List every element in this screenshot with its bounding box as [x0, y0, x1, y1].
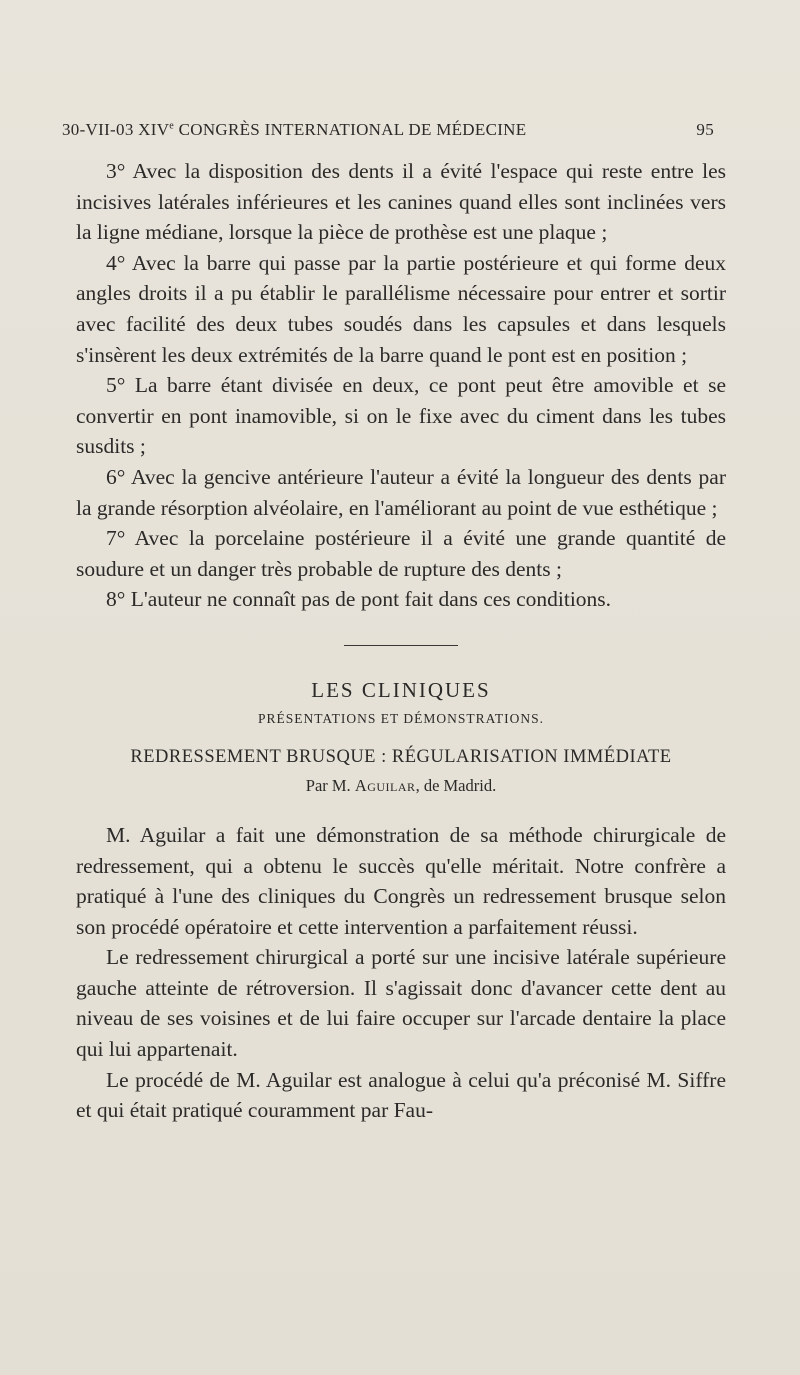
section-divider — [344, 645, 458, 646]
running-head-title: CONGRÈS INTERNATIONAL DE MÉDECINE — [178, 120, 527, 139]
list-paragraph-6: 6° Avec la gencive antérieure l'auteur a évité la longueur des dents par la grande résorption alvéolaire, en l'améliorant au point de vue esthétique ; — [76, 464, 726, 520]
running-head-left — [62, 120, 526, 140]
body-paragraph: Le redressement chirurgical a porté sur une incisive latérale supérieure gauche atteinte de rétroversion. Il s'agissait donc d'avancer cette dent au niveau de ses voisines et de lui faire occuper sur l'arcade dentaire la place qui lui appartenait. — [76, 945, 726, 1062]
section-subtitle: PRÉSENTATIONS ET DÉMONSTRATIONS. — [257, 710, 545, 726]
article-title: REDRESSEMENT BRUSQUE : RÉGULARISATION IMMÉDIATE — [130, 746, 672, 767]
running-head-date-volume: 30-VII-03 XIV — [62, 120, 170, 139]
section-title: LES CLINIQUES — [311, 677, 491, 702]
byline-suffix: , de Madrid. — [415, 775, 497, 795]
byline-prefix: Par M. — [305, 775, 351, 795]
page-number: 95 — [696, 120, 714, 139]
list-paragraph-5: 5° La barre étant divisée en deux, ce pont peut être amovible et se convertir en pont inamovible, si on le fixe avec du ciment dans les tubes susdits ; — [76, 373, 726, 459]
article-body — [76, 820, 726, 1126]
list-paragraph-3: 3° Avec la disposition des dents il a évité l'espace qui reste entre les incisives latérales inférieures et les canines quand elles sont inclinées vers la ligne médiane, lorsque la pièce de prothèse est une plaque ; — [76, 159, 726, 245]
list-paragraph-7: 7° Avec la porcelaine postérieure il a évité une grande quantité de soudure et un danger très probable de rupture des dents ; — [76, 526, 726, 581]
running-head-superscript: e — [169, 120, 175, 132]
article-byline — [76, 774, 726, 798]
list-paragraph-4: 4° Avec la barre qui passe par la partie postérieure et qui forme deux angles droits il a pu établir le parallélisme nécessaire pour entrer et sortir avec facilité des deux tubes soudés dans les capsules et dans lesquels s'insèrent les deux extrémités de la barre quand le pont est en position ; — [76, 250, 726, 367]
body-paragraph: Le procédé de M. Aguilar est analogue à celui qu'a préconisé M. Siffre et qui était pratiqué couramment par Fau- — [76, 1067, 726, 1123]
page-content — [76, 156, 726, 1126]
body-paragraph: M. Aguilar a fait une démonstration de sa méthode chirurgicale de redressement, qui a obtenu le succès qu'elle méritait. Notre confrère a pratiqué à l'une des cliniques du Congrès un redressement brusque selon son procédé opératoire et cette intervention a parfaitement réussi. — [76, 822, 726, 939]
list-paragraph-8: 8° L'auteur ne connaît pas de pont fait dans ces conditions. — [106, 587, 612, 612]
running-head — [62, 120, 714, 148]
author-name: Aguilar — [354, 775, 416, 795]
